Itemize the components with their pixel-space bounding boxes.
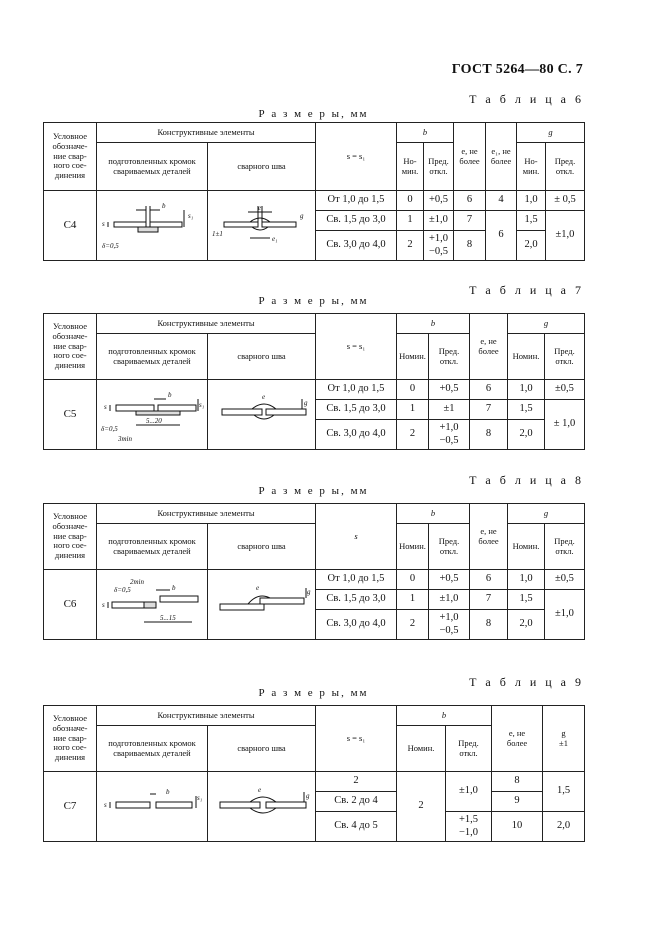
svg-text:b: b: [166, 787, 170, 796]
s-range: Св. 1,5 до 3,0: [316, 590, 397, 610]
e1-max: 6: [486, 211, 517, 261]
connection-code: С6: [44, 570, 97, 640]
c6-prep-diagram: [100, 574, 204, 636]
g-nom: 1,0: [508, 570, 545, 590]
svg-text:1±1: 1±1: [212, 229, 223, 238]
b-tol: +1,0 −0,5: [429, 610, 470, 640]
table-label: Т а б л и ц а 7: [469, 283, 584, 297]
col-prepared-header: подготовленных кромок свариваемых деталей: [97, 334, 208, 380]
b-tol: +0,5: [429, 570, 470, 590]
table-label: Т а б л и ц а 6: [469, 92, 584, 106]
table-8-block: [43, 473, 584, 648]
g-nom-header: Номин.: [508, 524, 545, 570]
b-nom: 0: [397, 380, 429, 400]
e-max: 6: [470, 570, 508, 590]
col-prepared-header: подготовленных кромок свариваемых деталей: [97, 726, 208, 772]
b-tol-header: Пред. откл.: [429, 334, 470, 380]
b-tol: ±1: [429, 400, 470, 420]
g-tol-header: Пред. откл.: [546, 143, 585, 191]
table-row: [44, 772, 585, 792]
col-weld-header: сварного шва: [208, 143, 316, 191]
svg-text:δ=0,5: δ=0,5: [114, 585, 131, 594]
s-range: Св. 3,0 до 4,0: [316, 231, 397, 261]
s-range: Св. 2 до 4: [316, 792, 397, 812]
col-e-header: e, не более: [470, 504, 508, 570]
svg-text:s₁: s₁: [199, 400, 204, 409]
b-tol: +1,0 −0,5: [424, 231, 454, 261]
weld-drawing: [208, 380, 316, 450]
svg-text:s: s: [102, 219, 105, 228]
svg-text:g: g: [300, 211, 304, 220]
g-tol: ± 0,5: [546, 191, 585, 211]
table-7-block: [43, 283, 584, 458]
c7-prep-diagram: [100, 776, 204, 838]
e-max: 6: [454, 191, 486, 211]
b-nom: 0: [397, 191, 424, 211]
svg-text:e: e: [258, 785, 262, 794]
table-9: [43, 705, 585, 842]
g-nom: 1,0: [517, 191, 546, 211]
s-range: Св. 1,5 до 3,0: [316, 211, 397, 231]
weld-drawing: [208, 772, 316, 842]
b-tol-header: Пред. откл.: [429, 524, 470, 570]
connection-code: С5: [44, 380, 97, 450]
s-range: От 1,0 до 1,5: [316, 570, 397, 590]
g-nom: 2,0: [508, 420, 545, 450]
g-nom: 1,5: [508, 400, 545, 420]
e-max: 10: [492, 812, 543, 842]
e-max: 9: [492, 792, 543, 812]
weld-drawing: [208, 191, 316, 261]
g-nom: 2,0: [508, 610, 545, 640]
col-s-header: s = s₁: [316, 123, 397, 191]
g-tol: ±1,0: [546, 211, 585, 261]
s-range: Св. 1,5 до 3,0: [316, 400, 397, 420]
svg-text:s: s: [102, 600, 105, 609]
g-nom: 1,5: [508, 590, 545, 610]
g-tol: ±0,5: [545, 570, 585, 590]
g-tol: ± 1,0: [545, 400, 585, 450]
b-tol: +0,5: [429, 380, 470, 400]
table-row: [44, 380, 585, 400]
b-tol-header: Пред. откл.: [424, 143, 454, 191]
b-nom: 1: [397, 590, 429, 610]
col-connection-header: Условное обозначе- ние свар- ного сое- динения: [44, 314, 97, 380]
prepared-edges-drawing: [97, 191, 208, 261]
col-constr-header: Конструктивные элементы: [97, 504, 316, 524]
svg-text:g: g: [304, 398, 308, 407]
svg-text:δ=0,5: δ=0,5: [101, 424, 118, 433]
svg-text:s₁: s₁: [197, 793, 203, 802]
units-caption: Р а з м е р ы, мм: [258, 485, 369, 497]
col-weld-header: сварного шва: [208, 334, 316, 380]
prepared-edges-drawing: [97, 380, 208, 450]
table-label: Т а б л и ц а 9: [469, 675, 584, 689]
units-caption: Р а з м е р ы, мм: [258, 295, 369, 307]
col-g-header: g ±1: [543, 706, 585, 772]
s-range: От 1,0 до 1,5: [316, 380, 397, 400]
table-6: [43, 122, 585, 261]
col-constr-header: Конструктивные элементы: [97, 314, 316, 334]
g-nom: 1,0: [508, 380, 545, 400]
connection-code: С4: [44, 191, 97, 261]
svg-text:g: g: [307, 587, 311, 596]
c5-prep-diagram: [100, 385, 204, 445]
col-e-header: e, не более: [492, 706, 543, 772]
table-9-block: [43, 675, 584, 855]
svg-text:b: b: [168, 390, 172, 399]
col-b-header: b: [397, 123, 454, 143]
col-b-header: b: [397, 504, 470, 524]
svg-text:g: g: [306, 791, 310, 800]
svg-text:b: b: [162, 201, 166, 210]
col-g-header: g: [517, 123, 585, 143]
b-tol: +1,5 −1,0: [446, 812, 492, 842]
prepared-edges-drawing: [97, 570, 208, 640]
col-e-header: e, не более: [470, 314, 508, 380]
s-range: Св. 3,0 до 4,0: [316, 610, 397, 640]
col-b-header: b: [397, 706, 492, 726]
e-max: 6: [470, 380, 508, 400]
b-nom: 2: [397, 610, 429, 640]
e-max: 7: [470, 590, 508, 610]
prepared-edges-drawing: [97, 772, 208, 842]
connection-code: С7: [44, 772, 97, 842]
e-max: 8: [454, 231, 486, 261]
col-constr-header: Конструктивные элементы: [97, 123, 316, 143]
svg-text:s₁: s₁: [188, 211, 194, 220]
s-range: Св. 4 до 5: [316, 812, 397, 842]
c5-weld-diagram: [210, 385, 314, 445]
b-nom: 1: [397, 400, 429, 420]
b-tol: ±1,0: [446, 772, 492, 812]
table-row: [44, 191, 585, 211]
col-weld-header: сварного шва: [208, 524, 316, 570]
col-connection-header: Условное обозначе- ние свар- ного сое- динения: [44, 123, 97, 191]
e-max: 7: [470, 400, 508, 420]
svg-text:s: s: [104, 402, 107, 411]
b-tol: ±1,0: [429, 590, 470, 610]
col-e1-header: e₁, не более: [486, 123, 517, 191]
g-nom-header: Номин.: [508, 334, 545, 380]
s-range: От 1,0 до 1,5: [316, 191, 397, 211]
col-connection-header: Условное обозначе- ние свар- ного сое- динения: [44, 504, 97, 570]
col-b-header: b: [397, 314, 470, 334]
col-g-header: g: [508, 314, 585, 334]
col-connection-header: Условное обозначе- ние свар- ного сое- динения: [44, 706, 97, 772]
b-tol: ±1,0: [424, 211, 454, 231]
g-nom: 2,0: [517, 231, 546, 261]
weld-drawing: [208, 570, 316, 640]
b-nom: 2: [397, 772, 446, 842]
e1-max: 4: [486, 191, 517, 211]
e-max: 8: [470, 610, 508, 640]
col-s-header: s: [316, 504, 397, 570]
b-nom-header: Но- мин.: [397, 143, 424, 191]
svg-text:s: s: [104, 800, 107, 809]
col-prepared-header: подготовленных кромок свариваемых деталей: [97, 143, 208, 191]
b-tol: +0,5: [424, 191, 454, 211]
svg-text:5...20: 5...20: [146, 416, 162, 425]
g-nom-header: Но- мин.: [517, 143, 546, 191]
col-s-header: s = s₁: [316, 706, 397, 772]
b-nom: 1: [397, 211, 424, 231]
g-value: 1,5: [543, 772, 585, 812]
e-max: 8: [492, 772, 543, 792]
table-8: [43, 503, 585, 640]
units-caption: Р а з м е р ы, мм: [258, 687, 369, 699]
b-nom-header: Номин.: [397, 524, 429, 570]
g-tol: ±0,5: [545, 380, 585, 400]
g-nom: 1,5: [517, 211, 546, 231]
b-tol-header: Пред. откл.: [446, 726, 492, 772]
svg-text:δ=0,5: δ=0,5: [102, 241, 119, 250]
col-g-header: g: [508, 504, 585, 524]
g-tol-header: Пред. откл.: [545, 524, 585, 570]
svg-text:3min: 3min: [118, 434, 132, 443]
svg-text:2min: 2min: [130, 577, 144, 586]
g-tol: ±1,0: [545, 590, 585, 640]
b-nom: 2: [397, 231, 424, 261]
g-tol-header: Пред. откл.: [545, 334, 585, 380]
e-max: 7: [454, 211, 486, 231]
g-value: 2,0: [543, 812, 585, 842]
c4-weld-diagram: [210, 196, 314, 256]
c6-weld-diagram: [210, 574, 314, 636]
e-max: 8: [470, 420, 508, 450]
svg-text:e: e: [256, 583, 260, 592]
table-row: [44, 570, 585, 590]
c4-prep-diagram: [100, 196, 204, 256]
col-e-header: e, не более: [454, 123, 486, 191]
svg-text:5...15: 5...15: [160, 613, 176, 622]
s-range: 2: [316, 772, 397, 792]
b-nom-header: Номин.: [397, 726, 446, 772]
b-nom: 0: [397, 570, 429, 590]
svg-text:e₁: e₁: [272, 234, 278, 243]
table-7: [43, 313, 585, 450]
s-range: Св. 3,0 до 4,0: [316, 420, 397, 450]
table-6-block: [43, 92, 584, 267]
svg-text:e: e: [262, 392, 266, 401]
b-tol: +1,0 −0,5: [429, 420, 470, 450]
col-prepared-header: подготовленных кромок свариваемых деталей: [97, 524, 208, 570]
table-label: Т а б л и ц а 8: [469, 473, 584, 487]
c7-weld-diagram: [210, 776, 314, 838]
svg-text:b: b: [172, 583, 176, 592]
page-header: ГОСТ 5264—80 С. 7: [451, 62, 583, 77]
col-constr-header: Конструктивные элементы: [97, 706, 316, 726]
col-s-header: s = s₁: [316, 314, 397, 380]
svg-text:e: e: [258, 203, 262, 212]
col-weld-header: сварного шва: [208, 726, 316, 772]
b-nom-header: Номин.: [397, 334, 429, 380]
units-caption: Р а з м е р ы, мм: [258, 108, 369, 120]
b-nom: 2: [397, 420, 429, 450]
